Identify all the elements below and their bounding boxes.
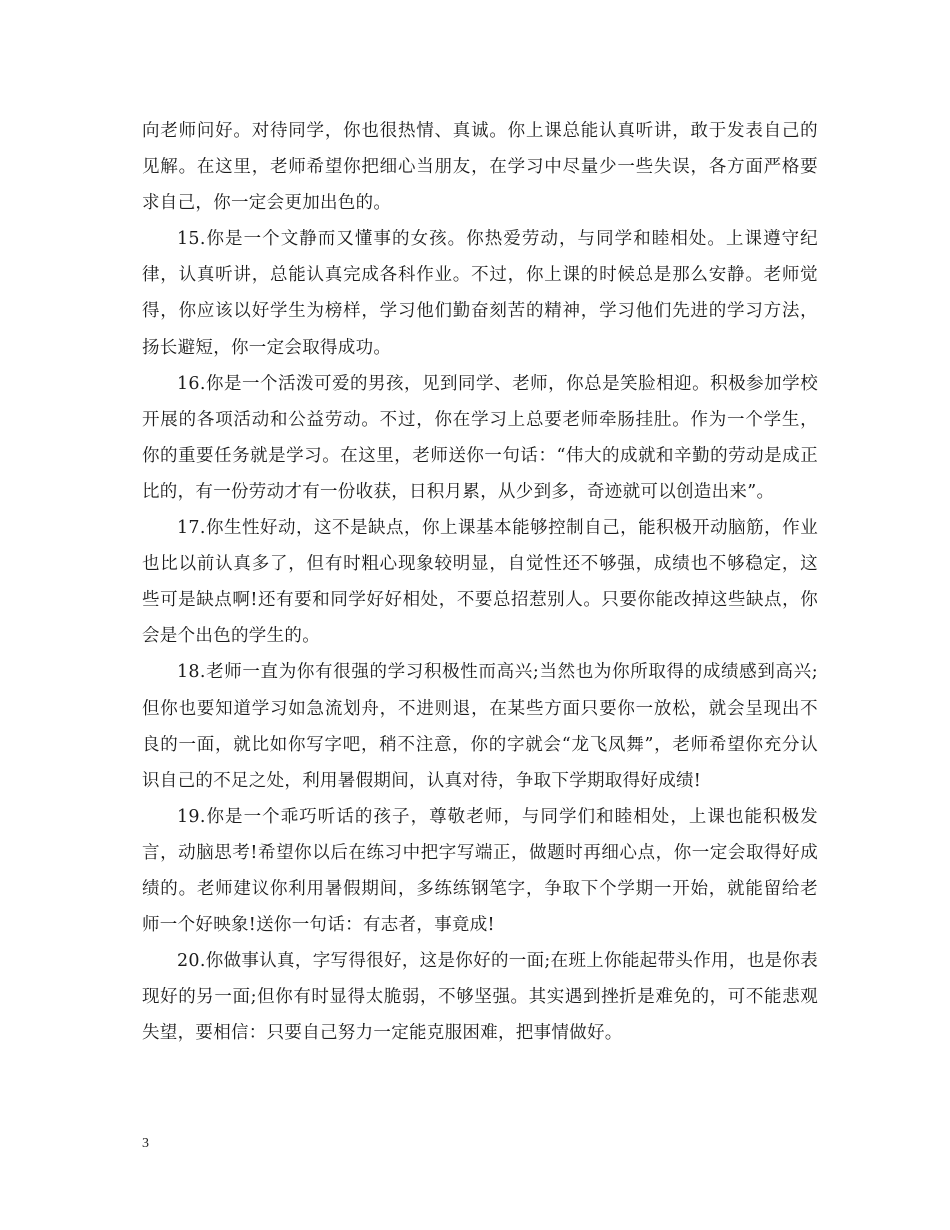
paragraph-item-19: 19.你是一个乖巧听话的孩子，尊敬老师，与同学们和睦相处，上课也能积极发言，动脑思考!希望你以后在练习中把字写端正，做题时再细心点，你一定会取得好成绩的。老师建议你利用暑假期间，多练练钢笔字，争取下个学期一开始，就能留给老师一个好映象!送你一句话：有志者，事竟成! [142,806,818,936]
paragraph-item-15: 15.你是一个文静而又懂事的女孩。你热爱劳动，与同学和睦相处。上课遵守纪律，认真听讲，总能认真完成各科作业。不过，你上课的时候总是那么安静。老师觉得，你应该以好学生为榜样，学习他们勤奋刻苦的精神，学习他们先进的学习方法，扬长避短，你一定会取得成功。 [142,229,818,358]
paragraph-continuation: 向老师问好。对待同学，你也很热情、真诚。你上课总能认真听讲，敢于发表自己的见解。在这里，老师希望你把细心当朋友，在学习中尽量少一些失误，各方面严格要求自己，你一定会更加出色的。 [142,121,818,214]
paragraph-item-20: 20.你做事认真，字写得很好，这是你好的一面;在班上你能起带头作用，也是你表现好的另一面;但你有时显得太脆弱，不够坚强。其实遇到挫折是难免的，可不能悲观失望，要相信：只要自己努力一定能克服困难，把事情做好。 [142,951,818,1044]
page-number: 3 [142,1136,149,1151]
paragraph-item-18: 18.老师一直为你有很强的学习积极性而高兴;当然也为你所取得的成绩感到高兴;但你也要知道学习如急流划舟，不进则退，在某些方面只要你一放松，就会呈现出不良的一面，就比如你写字吧，稍不注意，你的字就会“龙飞凤舞”，老师希望你充分认识自己的不足之处，利用暑假期间，认真对待，争取下学期取得好成绩! [142,662,818,791]
paragraph-item-17: 17.你生性好动，这不是缺点，你上课基本能够控制自己，能积极开动脑筋，作业也比以前认真多了，但有时粗心现象较明显，自觉性还不够强，成绩也不够稳定，这些可是缺点啊!还有要和同学好好相处，不要总招惹别人。只要你能改掉这些缺点，你会是个出色的学生的。 [142,518,818,647]
paragraph-item-16: 16.你是一个活泼可爱的男孩，见到同学、老师，你总是笑脸相迎。积极参加学校开展的各项活动和公益劳动。不过，你在学习上总要老师牵肠挂肚。作为一个学生，你的重要任务就是学习。在这里，老师送你一句话：“伟大的成就和辛勤的劳动是成正比的，有一份劳动才有一份收获，日积月累，从少到多，奇迹就可以创造出来”。 [142,373,818,502]
document-body [142,113,818,1051]
